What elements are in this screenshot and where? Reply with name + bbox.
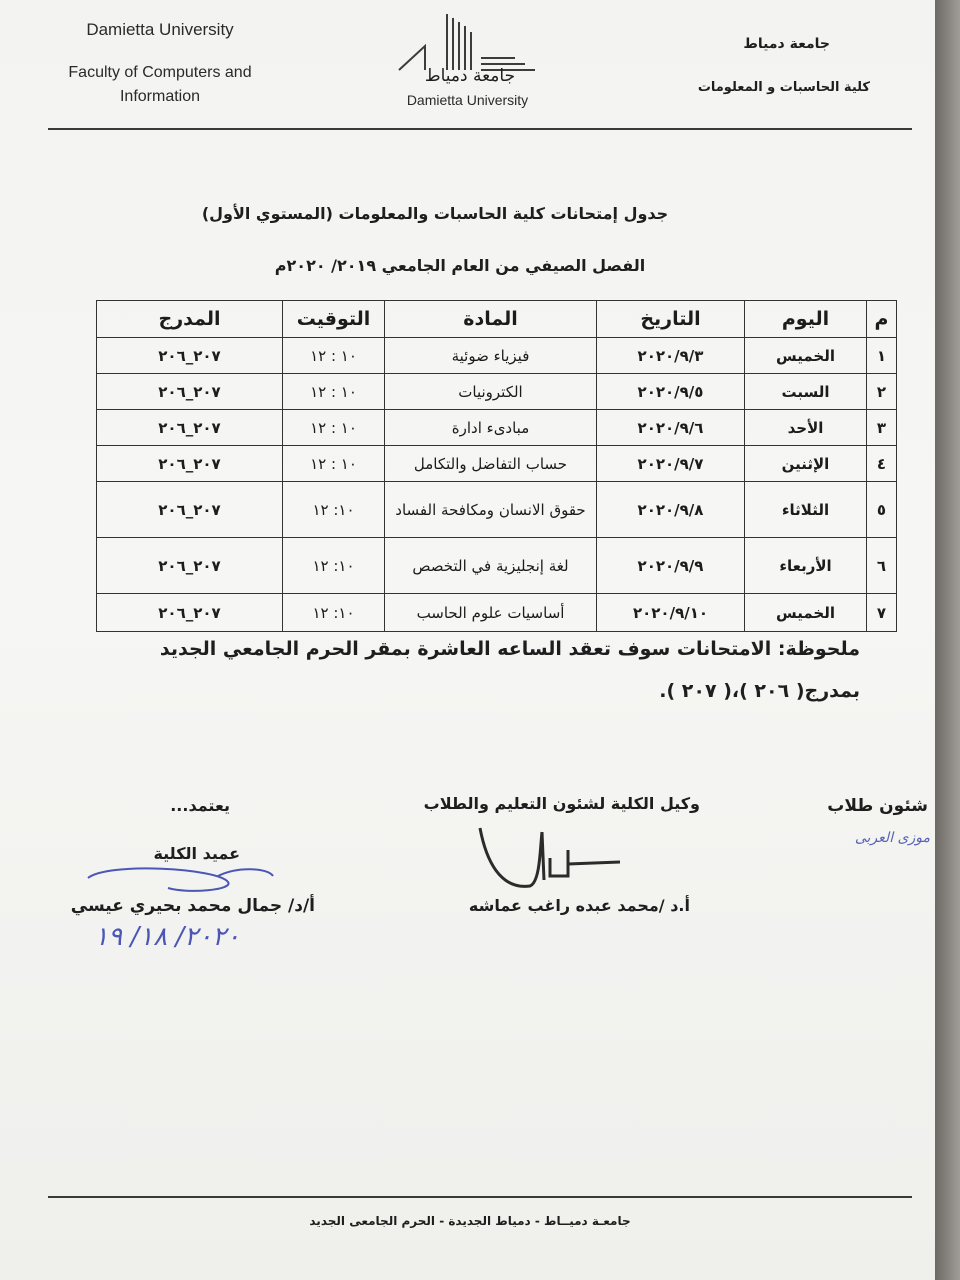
header-divider <box>48 128 912 130</box>
dean-name: أ/د/ جمال محمد بحيري عيسي <box>70 896 315 916</box>
row-hall: ٢٠٧_٢٠٦ <box>97 482 283 538</box>
semester-title: الفصل الصيفي من العام الجامعي ٢٠١٩/ ٢٠٢٠م <box>274 256 646 275</box>
row-date: ٢٠٢٠/٩/٧ <box>597 446 745 482</box>
row-time: ١٠ : ١٢ <box>283 410 385 446</box>
faculty-name-ar: كلية الحاسبات و المعلومات <box>697 80 870 95</box>
row-date: ٢٠٢٠/٩/١٠ <box>597 594 745 632</box>
exam-schedule-table <box>96 300 897 632</box>
row-day: الإثنين <box>745 446 867 482</box>
row-subject: فيزياء ضوئية <box>385 338 597 374</box>
row-time: ١٠: ١٢ <box>283 538 385 594</box>
university-logo <box>385 10 555 110</box>
logo-text-en: Damietta University <box>406 92 529 108</box>
row-subject: مبادىء ادارة <box>385 410 597 446</box>
row-date: ٢٠٢٠/٩/٣ <box>597 338 745 374</box>
row-hall: ٢٠٧_٢٠٦ <box>97 446 283 482</box>
column-header-time: التوقيت <box>283 301 385 338</box>
vice-dean-signature-mark <box>470 820 630 900</box>
row-number: ١ <box>867 338 897 374</box>
student-affairs-signature: موزى العربى <box>854 830 930 846</box>
table-row <box>97 538 897 594</box>
vice-dean-title: وكيل الكلية لشئون التعليم والطلاب <box>423 794 700 813</box>
row-day: الأربعاء <box>745 538 867 594</box>
university-name-en: Damietta University <box>86 20 234 39</box>
column-header-date: التاريخ <box>597 301 745 338</box>
table-row <box>97 410 897 446</box>
row-number: ٢ <box>867 374 897 410</box>
column-header-number: م <box>867 301 897 338</box>
vice-dean-name: أ.د /محمد عبده راغب عماشه <box>468 896 690 915</box>
faculty-name-en-line2: Information <box>119 88 201 105</box>
row-time: ١٠: ١٢ <box>283 482 385 538</box>
row-date: ٢٠٢٠/٩/٩ <box>597 538 745 594</box>
table-row <box>97 594 897 632</box>
row-hall: ٢٠٧_٢٠٦ <box>97 594 283 632</box>
row-hall: ٢٠٧_٢٠٦ <box>97 410 283 446</box>
row-date: ٢٠٢٠/٩/٨ <box>597 482 745 538</box>
footer-address: جامعـة دميــاط - دمياط الجديدة - الحرم الجامعى الجديد <box>309 1214 631 1228</box>
university-name-ar: جامعة دمياط <box>743 36 830 52</box>
column-header-hall: المدرج <box>97 301 283 338</box>
schedule-title: جدول إمتحانات كلية الحاسبات والمعلومات (المستوي الأول) <box>201 204 669 223</box>
row-subject: حقوق الانسان ومكافحة الفساد <box>385 482 597 538</box>
row-hall: ٢٠٧_٢٠٦ <box>97 338 283 374</box>
table-header-row <box>97 301 897 338</box>
row-time: ١٠ : ١٢ <box>283 446 385 482</box>
row-day: الأحد <box>745 410 867 446</box>
student-affairs-label: شئون طلاب <box>827 796 928 816</box>
row-day: الثلاثاء <box>745 482 867 538</box>
footer-divider <box>48 1196 912 1198</box>
row-subject: لغة إنجليزية في التخصص <box>385 538 597 594</box>
row-day: الخميس <box>745 338 867 374</box>
dean-title: عميد الكلية <box>153 844 240 863</box>
note-line1: ملحوظة: الامتحانات سوف تعقد الساعه العاشرة بمقر الحرم الجامعي الجديد <box>159 638 860 660</box>
row-subject: الكترونيات <box>385 374 597 410</box>
row-hall: ٢٠٧_٢٠٦ <box>97 538 283 594</box>
note-line2: بمدرج( ٢٠٦ )،( ٢٠٧ ). <box>659 680 860 702</box>
row-day: الخميس <box>745 594 867 632</box>
approve-label: يعتمد... <box>170 796 230 815</box>
row-hall: ٢٠٧_٢٠٦ <box>97 374 283 410</box>
row-date: ٢٠٢٠/٩/٥ <box>597 374 745 410</box>
row-number: ٥ <box>867 482 897 538</box>
column-header-day: اليوم <box>745 301 867 338</box>
column-header-subject: المادة <box>385 301 597 338</box>
row-number: ٦ <box>867 538 897 594</box>
table-row <box>97 374 897 410</box>
row-subject: حساب التفاضل والتكامل <box>385 446 597 482</box>
row-time: ١٠ : ١٢ <box>283 338 385 374</box>
row-number: ٣ <box>867 410 897 446</box>
row-date: ٢٠٢٠/٩/٦ <box>597 410 745 446</box>
background-edge <box>935 0 960 1280</box>
row-day: السبت <box>745 374 867 410</box>
row-subject: أساسيات علوم الحاسب <box>385 594 597 632</box>
row-number: ٧ <box>867 594 897 632</box>
logo-text-ar: جامعة دمياط <box>424 66 516 86</box>
row-number: ٤ <box>867 446 897 482</box>
table-row <box>97 482 897 538</box>
row-time: ١٠: ١٢ <box>283 594 385 632</box>
table-row <box>97 446 897 482</box>
handwritten-date: ٢٠٢٠/ ١٨/ ١٩ <box>94 922 240 952</box>
faculty-name-en-line1: Faculty of Computers and <box>68 64 252 81</box>
row-time: ١٠ : ١٢ <box>283 374 385 410</box>
table-row <box>97 338 897 374</box>
